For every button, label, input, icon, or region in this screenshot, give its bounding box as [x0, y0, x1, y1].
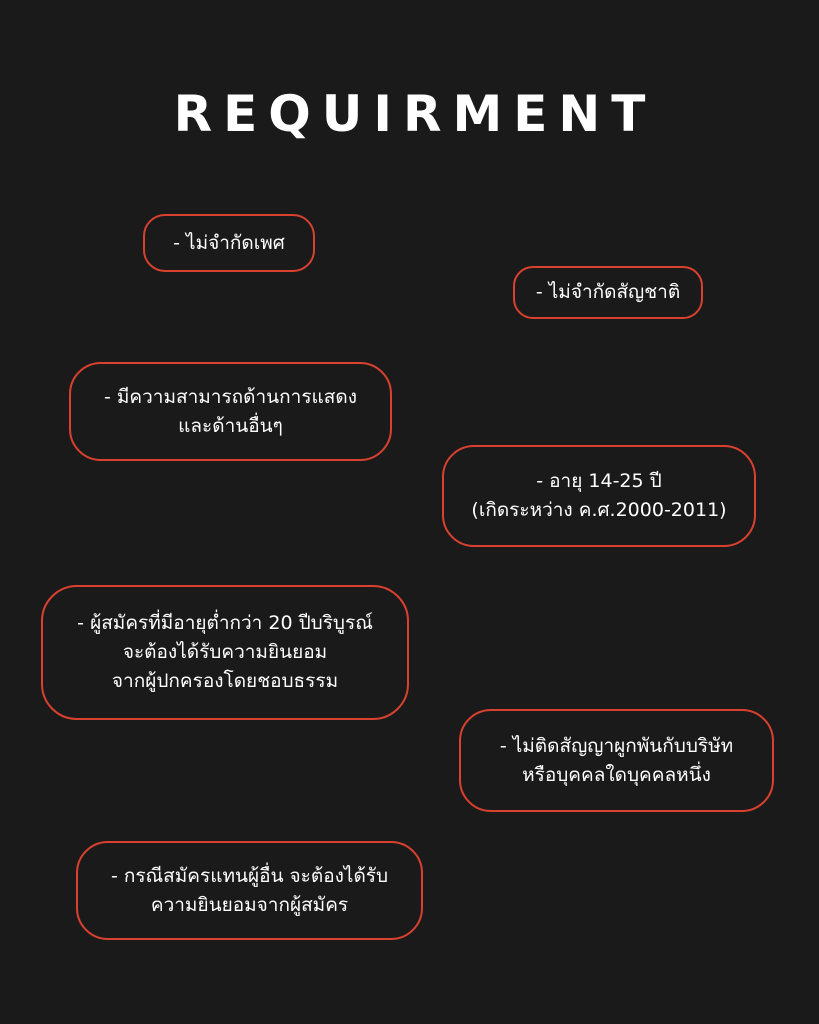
requirement-performance-skill — [69, 362, 392, 461]
requirement-no-contract — [459, 709, 774, 812]
requirement-age — [442, 445, 756, 547]
requirement-text: - กรณีสมัครแทนผู้อื่น จะต้องได้รับ ความยินยอมจากผู้สมัคร — [110, 864, 389, 916]
requirement-text: - ผู้สมัครที่มีอายุต่ำกว่า 20 ปีบริบูรณ์ จะต้องได้รับความยินยอม จากผู้ปกครองโดยชอบธรรม — [77, 612, 373, 692]
requirement-gender — [143, 214, 315, 272]
requirement-guardian-consent — [41, 585, 409, 720]
requirement-text: - ไม่จำกัดเพศ — [173, 231, 285, 254]
page-title: REQUIRMENT — [173, 85, 657, 143]
requirement-text: - ไม่ติดสัญญาผูกพันกับบริษัท หรือบุคคลใดบุคคลหนึ่ง — [499, 734, 734, 786]
requirement-text: - อายุ 14-25 ปี (เกิดระหว่าง ค.ศ.2000-2011) — [471, 470, 727, 521]
requirement-nationality — [513, 266, 703, 319]
requirement-text: - มีความสามารถด้านการแสดง และด้านอื่นๆ — [104, 385, 357, 437]
requirement-apply-on-behalf — [76, 841, 423, 940]
requirement-text: - ไม่จำกัดสัญชาติ — [535, 281, 681, 303]
